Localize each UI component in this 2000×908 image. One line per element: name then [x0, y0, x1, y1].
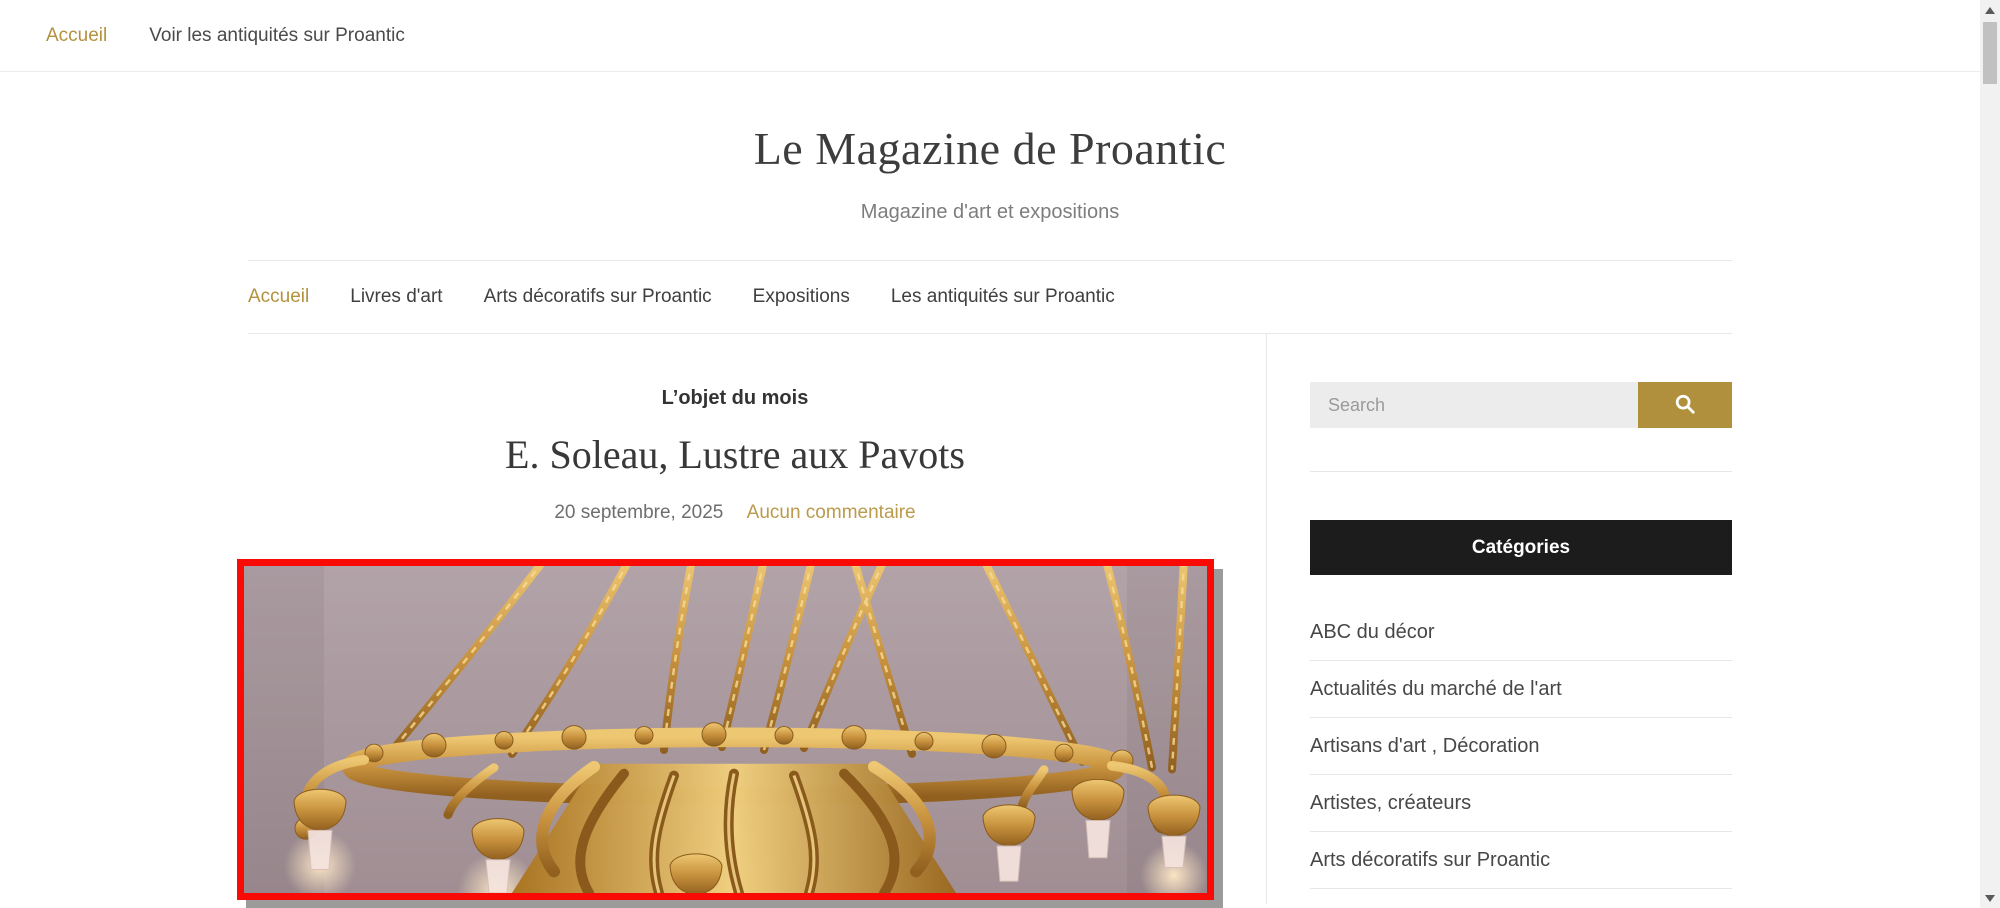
post-category-link[interactable]: L’objet du mois — [661, 387, 809, 409]
scrollbar-thumb[interactable] — [1983, 22, 1997, 84]
post-title: E. Soleau, Lustre aux Pavots — [505, 432, 965, 477]
post-meta — [248, 502, 1222, 524]
chandelier-illustration — [244, 566, 1207, 893]
list-item — [1310, 604, 1732, 661]
post-image-chandelier[interactable] — [237, 559, 1214, 900]
list-item — [1310, 718, 1732, 775]
site-header — [0, 72, 1980, 224]
vertical-scrollbar[interactable] — [1980, 0, 2000, 908]
site-tagline: Magazine d'art et expositions — [860, 201, 1120, 223]
scroll-down-icon — [1985, 895, 1995, 902]
sidebar-divider — [1310, 471, 1732, 472]
category-link-actualites-marche-art[interactable]: Actualités du marché de l'art — [1310, 677, 1562, 700]
scroll-up-button[interactable] — [1980, 0, 2000, 20]
category-link-artistes-createurs[interactable]: Artistes, créateurs — [1310, 791, 1472, 814]
search-icon — [1674, 393, 1696, 418]
post-date: 20 septembre, 2025 — [554, 502, 724, 523]
nav-item-antiquites[interactable]: Les antiquités sur Proantic — [890, 286, 1115, 307]
list-item — [1310, 775, 1732, 832]
nav-item-accueil[interactable]: Accueil — [248, 286, 310, 307]
categories-header: Catégories — [1310, 520, 1732, 575]
scroll-down-button[interactable] — [1980, 888, 2000, 908]
sidebar — [1267, 334, 1732, 904]
nav-item-expositions[interactable]: Expositions — [752, 286, 850, 307]
nav-item-arts-decoratifs[interactable]: Arts décoratifs sur Proantic — [483, 286, 712, 307]
main-nav — [248, 260, 1732, 334]
top-bar — [0, 0, 1980, 72]
category-link-abc-du-decor[interactable]: ABC du décor — [1310, 620, 1435, 643]
category-link-artisans-dart-decoration[interactable]: Artisans d'art , Décoration — [1310, 734, 1540, 757]
topbar-link-proantic[interactable]: Voir les antiquités sur Proantic — [149, 24, 405, 46]
category-link-arts-decoratifs[interactable]: Arts décoratifs sur Proantic — [1310, 848, 1551, 871]
list-item — [1310, 832, 1732, 889]
search-input[interactable] — [1310, 382, 1638, 428]
main-content — [248, 334, 1267, 904]
categories-list — [1310, 604, 1732, 889]
search-button[interactable] — [1638, 382, 1732, 428]
topbar-link-accueil[interactable]: Accueil — [46, 24, 108, 46]
post-comments-link[interactable]: Aucun commentaire — [746, 502, 916, 523]
list-item — [1310, 661, 1732, 718]
nav-item-livres-dart[interactable]: Livres d'art — [350, 286, 443, 307]
search-form — [1310, 382, 1732, 428]
site-title[interactable]: Le Magazine de Proantic — [753, 123, 1227, 174]
scroll-up-icon — [1985, 7, 1995, 14]
